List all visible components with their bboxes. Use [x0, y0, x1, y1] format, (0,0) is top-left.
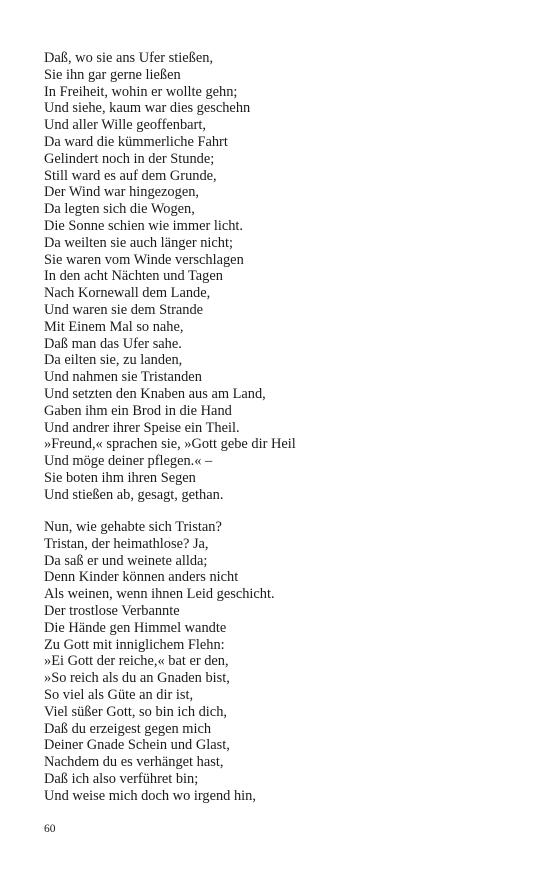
verse-line: Da saß er und weinete allda; — [44, 552, 208, 569]
verse-line: Daß du erzeigest gegen mich — [44, 720, 212, 737]
verse-line: Die Hände gen Himmel wandte — [44, 619, 227, 636]
verse-line: Denn Kinder können anders nicht — [44, 569, 239, 586]
verse-line: Sie ihn gar gerne ließen — [44, 66, 181, 83]
page-number: 60 — [44, 823, 56, 835]
verse-line: Daß ich also verführet bin; — [44, 770, 199, 787]
verse-line: Tristan, der heimathlose? Ja, — [44, 535, 209, 552]
verse-line: Und stießen ab, gesagt, gethan. — [44, 486, 224, 503]
verse-line: Da weilten sie auch länger nicht; — [44, 234, 234, 251]
verse-line: Nach Kornewall dem Lande, — [44, 285, 211, 302]
verse-line: Und andrer ihrer Speise ein Theil. — [44, 419, 240, 436]
verse-line: Sie waren vom Winde verschlagen — [44, 251, 244, 268]
verse-line: In den acht Nächten und Tagen — [44, 268, 223, 285]
verse-line: Gaben ihm ein Brod in die Hand — [44, 402, 232, 419]
verse-line: Und waren sie dem Strande — [44, 301, 204, 318]
verse-line: Still ward es auf dem Grunde, — [44, 167, 217, 184]
stanza-1 — [44, 50, 296, 504]
verse-line: Der trostlose Verbannte — [44, 602, 180, 619]
verse-line: »Ei Gott der reiche,« bat er den, — [44, 653, 229, 670]
verse-line: Nun, wie gehabte sich Tristan? — [44, 519, 222, 535]
verse-line: Und möge deiner pflegen.« – — [44, 453, 213, 470]
verse-line: So viel als Güte an dir ist, — [44, 686, 194, 703]
verse-line: Die Sonne schien wie immer licht. — [44, 217, 244, 234]
verse-line: Der Wind war hingezogen, — [44, 184, 200, 201]
verse-line: Mit Einem Mal so nahe, — [44, 318, 184, 335]
verse-line: Da eilten sie, zu landen, — [44, 352, 183, 369]
verse-line: Nachdem du es verhänget hast, — [44, 754, 224, 771]
verse-line: Und nahmen sie Tristanden — [44, 369, 202, 386]
verse-line: »So reich als du an Gnaden bist, — [44, 670, 230, 687]
verse-line: Da legten sich die Wogen, — [44, 201, 195, 218]
verse-line: Und setzten den Knaben aus am Land, — [44, 385, 266, 402]
verse-line: Sie boten ihm ihren Segen — [44, 469, 196, 486]
verse-line: Als weinen, wenn ihnen Leid geschicht. — [44, 586, 275, 603]
verse-line: »Freund,« sprachen sie, »Gott gebe dir Heil — [44, 436, 296, 453]
verse-line: Und siehe, kaum war dies geschehn — [44, 100, 251, 117]
verse-line: Daß man das Ufer sahe. — [44, 335, 182, 352]
verse-line: Zu Gott mit inniglichem Flehn: — [44, 636, 225, 653]
stanza-2 — [44, 519, 275, 805]
verse-line: Viel süßer Gott, so bin ich dich, — [44, 703, 227, 720]
verse-line: In Freiheit, wohin er wollte gehn; — [44, 83, 238, 100]
verse-line: Deiner Gnade Schein und Glast, — [44, 737, 230, 754]
verse-line: Daß, wo sie ans Ufer stießen, — [44, 50, 214, 66]
verse-line: Und aller Wille geoffenbart, — [44, 117, 206, 134]
verse-line: Gelindert noch in der Stunde; — [44, 150, 215, 167]
verse-line: Da ward die kümmerliche Fahrt — [44, 133, 228, 150]
verse-line: Und weise mich doch wo irgend hin, — [44, 787, 256, 804]
